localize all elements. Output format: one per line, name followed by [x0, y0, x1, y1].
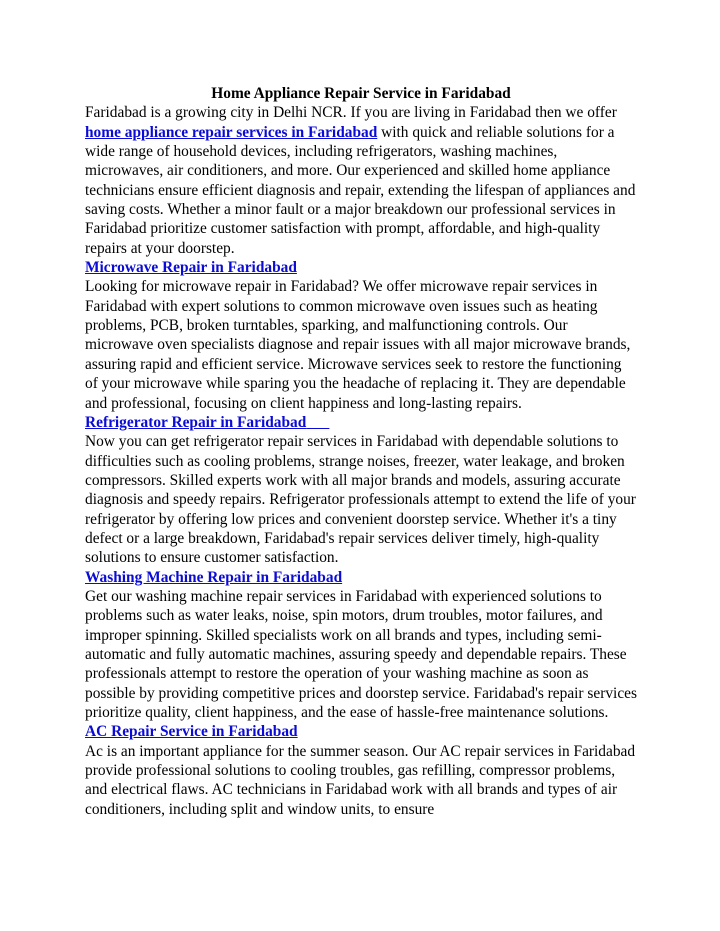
section-heading-refrigerator	[85, 413, 637, 432]
section-heading-ac	[85, 722, 637, 741]
intro-text-before-link: Faridabad is a growing city in Delhi NCR. If you are living in Faridabad then we offer	[85, 104, 617, 122]
ac-repair-link[interactable]: AC Repair Service in Faridabad	[85, 723, 298, 741]
section-body-microwave: Looking for microwave repair in Faridabad? We offer microwave repair services in Faridabad with expert solutions to common microwave oven issues such as heating problems, PCB, broken turntables, sparking, and malfunctioning controls. Our microwave oven specialists diagnose and repair issues with all major microwave brands, assuring rapid and efficient service. Microwave services seek to restore the functioning of your microwave while sparing you the headache of replacing it. They are dependable and professional, focusing on client happiness and long-lasting repairs.	[85, 278, 631, 412]
section-heading-washing-machine	[85, 568, 637, 587]
section-body-refrigerator: Now you can get refrigerator repair services in Faridabad with dependable solutions to difficulties such as cooling problems, strange noises, freezer, water leakage, and broken compressors. Skilled experts work with all major brands and models, assuring accurate diagnosis and speedy repairs. Refrigerator professionals attempt to extend the life of your refrigerator by offering low prices and convenient doorstep service. Whether it's a tiny defect or a large breakdown, Faridabad's repair services deliver timely, high-quality solutions to ensure customer satisfaction.	[85, 433, 636, 567]
document-page	[85, 84, 637, 819]
section-body-ac: Ac is an important appliance for the summer season. Our AC repair services in Faridabad provide professional solutions to cooling troubles, gas refilling, compressor problems, and electrical flaws. AC technicians in Faridabad work with all brands and types of air conditioners, including split and window units, to ensure	[85, 742, 636, 818]
microwave-repair-link[interactable]: Microwave Repair in Faridabad	[85, 259, 297, 277]
intro-paragraph	[85, 103, 637, 258]
section-heading-microwave	[85, 258, 637, 277]
home-appliance-repair-link[interactable]: home appliance repair services in Faridabad	[85, 123, 378, 141]
section-body-washing-machine: Get our washing machine repair services in Faridabad with experienced solutions to problems such as water leaks, noise, spin motors, drum troubles, motor failures, and improper spinning. Skilled specialists work on all brands and types, including semi-automatic and fully automatic machines, assuring speedy and dependable repairs. These professionals attempt to restore the operation of your washing machine as soon as possible by providing competitive prices and doorstep service. Faridabad's repair services prioritize quality, client happiness, and the ease of hassle-free maintenance solutions.	[85, 587, 637, 721]
heading-underline-padding	[306, 414, 329, 431]
document-title: Home Appliance Repair Service in Faridabad	[211, 85, 511, 102]
washing-machine-repair-link[interactable]: Washing Machine Repair in Faridabad	[85, 568, 343, 586]
intro-text-after-link: with quick and reliable solutions for a wide range of household devices, including refrigerators, washing machines, microwaves, air conditioners, and more. Our experienced and skilled home appliance technicians ensure efficient diagnosis and repair, extending the lifespan of appliances and saving costs. Whether a minor fault or a major breakdown our professional services in Faridabad prioritize customer satisfaction with prompt, affordable, and high-quality repairs at your doorstep.	[85, 123, 636, 257]
refrigerator-repair-link[interactable]: Refrigerator Repair in Faridabad	[85, 413, 307, 431]
